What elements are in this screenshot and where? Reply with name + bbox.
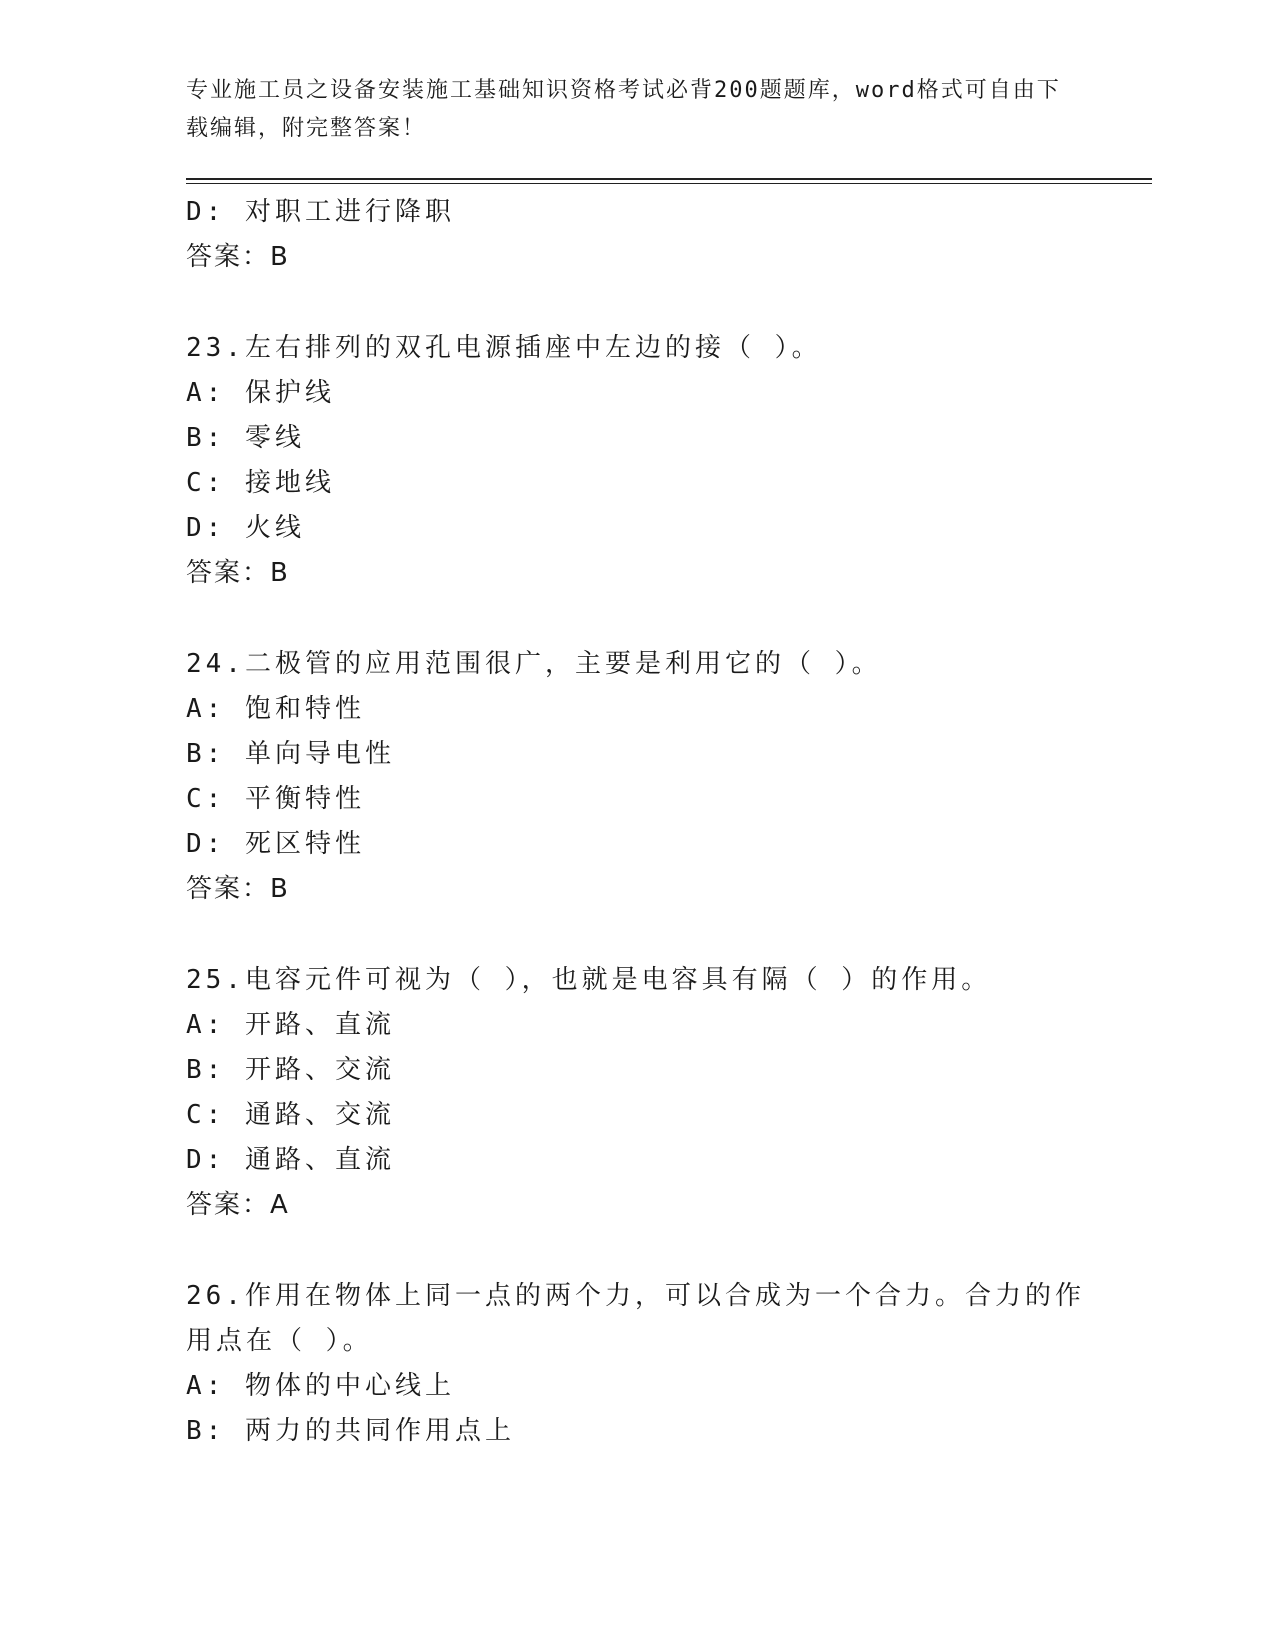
header-rule-thin (186, 183, 1152, 184)
spacer (186, 596, 1086, 642)
option-d: D: 火线 (186, 513, 305, 543)
question-stem: 24.二极管的应用范围很广，主要是利用它的（ ）。 (186, 649, 882, 679)
question-23 (186, 326, 1086, 596)
option-a: A: 保护线 (186, 378, 335, 408)
option-c: C: 平衡特性 (186, 784, 365, 814)
spacer (186, 912, 1086, 958)
option-b: B: 零线 (186, 423, 305, 453)
option-c: C: 通路、交流 (186, 1100, 395, 1130)
question-stem: 25.电容元件可视为（ ），也就是电容具有隔（ ）的作用。 (186, 965, 992, 995)
question-25 (186, 958, 1086, 1228)
option-c: C: 接地线 (186, 468, 335, 498)
answer: 答案：B (186, 874, 290, 904)
question-26 (186, 1274, 1086, 1454)
option-d: D: 死区特性 (186, 829, 365, 859)
option-b: B: 开路、交流 (186, 1055, 395, 1085)
question-stem: 26.作用在物体上同一点的两个力，可以合成为一个合力。合力的作用点在（ ）。 (186, 1281, 1085, 1356)
option-d-previous: D: 对职工进行降职 (186, 197, 455, 227)
option-a: A: 物体的中心线上 (186, 1371, 455, 1401)
answer: 答案：A (186, 1190, 290, 1220)
option-a: A: 饱和特性 (186, 694, 365, 724)
document-header: 专业施工员之设备安装施工基础知识资格考试必背200题题库，word格式可自由下载编辑，附完整答案！ (186, 78, 1061, 141)
option-d: D: 通路、直流 (186, 1145, 395, 1175)
question-stem: 23.左右排列的双孔电源插座中左边的接（ ）。 (186, 333, 822, 363)
question-24 (186, 642, 1086, 912)
spacer (186, 1228, 1086, 1274)
answer: 答案：B (186, 558, 290, 588)
header-rule-thick (186, 178, 1152, 180)
document-body (186, 190, 1086, 1454)
option-b: B: 两力的共同作用点上 (186, 1416, 515, 1446)
option-a: A: 开路、直流 (186, 1010, 395, 1040)
option-b: B: 单向导电性 (186, 739, 395, 769)
answer-previous: 答案：B (186, 242, 290, 272)
spacer (186, 280, 1086, 326)
